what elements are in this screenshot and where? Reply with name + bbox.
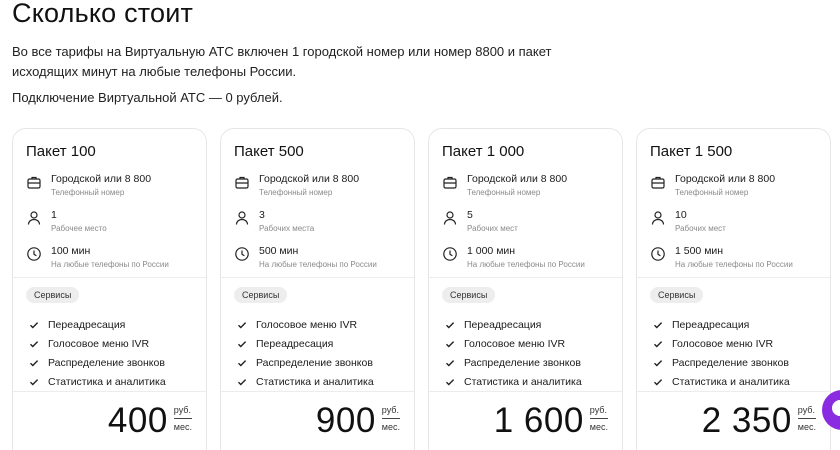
briefcase-icon <box>234 174 250 190</box>
price-period: мес. <box>173 422 192 432</box>
service-label: Статистика и аналитика <box>256 375 374 388</box>
price-currency: руб. <box>590 405 608 419</box>
services-badge: Сервисы <box>26 287 79 303</box>
feature-value: 1 <box>51 209 57 221</box>
feature-phone-number <box>234 173 359 198</box>
price-value: 1 600 <box>493 401 584 440</box>
check-icon <box>653 320 663 330</box>
service-label: Статистика и аналитика <box>48 375 166 388</box>
feature-workplaces <box>442 209 518 234</box>
feature-caption: Рабочих мест <box>675 224 726 233</box>
feature-workplaces <box>234 209 314 234</box>
feature-workplaces <box>26 209 107 234</box>
service-label: Голосовое меню IVR <box>464 337 566 350</box>
service-label: Переадресация <box>464 318 542 331</box>
service-item <box>29 334 166 353</box>
feature-value: Городской или 8 800 <box>467 173 568 185</box>
tariff-card <box>12 128 207 450</box>
service-item <box>445 372 582 391</box>
service-label: Голосовое меню IVR <box>672 337 774 350</box>
briefcase-icon <box>26 174 42 190</box>
divider <box>429 277 622 278</box>
tariff-card <box>428 128 623 450</box>
service-item <box>29 372 166 391</box>
services-list <box>445 315 582 391</box>
feature-phone-number <box>26 173 151 198</box>
feature-value: 1 500 мин <box>675 245 724 257</box>
price-currency: руб. <box>798 405 816 419</box>
feature-value: Городской или 8 800 <box>675 173 776 185</box>
feature-caption: На любые телефоны по России <box>259 260 377 269</box>
feature-caption: Телефонный номер <box>51 188 125 197</box>
service-item <box>237 334 374 353</box>
service-item <box>653 372 790 391</box>
service-label: Статистика и аналитика <box>672 375 790 388</box>
user-icon <box>26 210 42 226</box>
check-icon <box>237 320 247 330</box>
service-item <box>237 353 374 372</box>
price-unit <box>382 405 400 433</box>
feature-minutes <box>234 245 377 270</box>
services-list <box>237 315 374 391</box>
tariff-title: Пакет 1 500 <box>650 143 733 160</box>
check-icon <box>29 358 39 368</box>
feature-caption: Телефонный номер <box>675 188 749 197</box>
divider <box>637 277 830 278</box>
check-icon <box>653 377 663 387</box>
price-currency: руб. <box>174 405 192 419</box>
intro-text: Во все тарифы на Виртуальную АТС включен 1 городской номер или номер 8800 и пакет исходящих минут на любые телефоны России. <box>12 44 552 79</box>
user-icon <box>650 210 666 226</box>
check-icon <box>445 358 455 368</box>
check-icon <box>237 377 247 387</box>
briefcase-icon <box>442 174 458 190</box>
clock-icon <box>234 246 250 262</box>
user-icon <box>234 210 250 226</box>
connection-note: Подключение Виртуальной АТС — 0 рублей. <box>12 90 283 105</box>
check-icon <box>237 339 247 349</box>
check-icon <box>237 358 247 368</box>
feature-caption: Телефонный номер <box>259 188 333 197</box>
feature-phone-number <box>650 173 775 198</box>
divider <box>637 391 830 392</box>
service-item <box>653 334 790 353</box>
feature-caption: На любые телефоны по России <box>675 260 793 269</box>
divider <box>429 391 622 392</box>
service-item <box>445 334 582 353</box>
feature-workplaces <box>650 209 726 234</box>
briefcase-icon <box>650 174 666 190</box>
services-badge: Сервисы <box>234 287 287 303</box>
divider <box>13 391 206 392</box>
service-item <box>445 353 582 372</box>
service-label: Голосовое меню IVR <box>256 318 358 331</box>
service-item <box>29 353 166 372</box>
service-item <box>653 353 790 372</box>
price-value: 2 350 <box>701 401 792 440</box>
feature-value: 10 <box>675 209 687 221</box>
price-value: 400 <box>107 401 168 440</box>
price-value: 900 <box>315 401 376 440</box>
feature-caption: Рабочих мест <box>467 224 518 233</box>
feature-minutes <box>650 245 793 270</box>
price-currency: руб. <box>382 405 400 419</box>
check-icon <box>445 377 455 387</box>
divider <box>221 277 414 278</box>
price-unit <box>590 405 608 433</box>
price-period: мес. <box>797 422 816 432</box>
check-icon <box>29 377 39 387</box>
feature-caption: Телефонный номер <box>467 188 541 197</box>
divider <box>13 277 206 278</box>
service-label: Распределение звонков <box>48 356 165 369</box>
feature-value: 100 мин <box>51 245 91 257</box>
price-block <box>702 399 816 443</box>
check-icon <box>653 358 663 368</box>
service-label: Статистика и аналитика <box>464 375 582 388</box>
divider <box>221 391 414 392</box>
service-label: Голосовое меню IVR <box>48 337 150 350</box>
price-unit <box>174 405 192 433</box>
services-badge: Сервисы <box>650 287 703 303</box>
clock-icon <box>26 246 42 262</box>
check-icon <box>29 339 39 349</box>
price-block <box>316 399 400 443</box>
service-label: Переадресация <box>672 318 750 331</box>
service-label: Переадресация <box>48 318 126 331</box>
feature-caption: Рабочее место <box>51 224 107 233</box>
price-period: мес. <box>381 422 400 432</box>
page-title: Сколько стоит <box>12 0 194 28</box>
service-label: Распределение звонков <box>672 356 789 369</box>
feature-value: Городской или 8 800 <box>259 173 360 185</box>
check-icon <box>653 339 663 349</box>
service-item <box>445 315 582 334</box>
clock-icon <box>442 246 458 262</box>
feature-value: 3 <box>259 209 265 221</box>
service-item <box>29 315 166 334</box>
tariff-title: Пакет 1 000 <box>442 143 525 160</box>
service-label: Переадресация <box>256 337 334 350</box>
service-label: Распределение звонков <box>464 356 581 369</box>
services-list <box>29 315 166 391</box>
feature-phone-number <box>442 173 567 198</box>
check-icon <box>445 320 455 330</box>
feature-caption: На любые телефоны по России <box>467 260 585 269</box>
price-block <box>494 399 608 443</box>
user-icon <box>442 210 458 226</box>
price-period: мес. <box>589 422 608 432</box>
service-item <box>237 315 374 334</box>
price-unit <box>798 405 816 433</box>
feature-value: 500 мин <box>259 245 299 257</box>
price-block <box>108 399 192 443</box>
feature-minutes <box>442 245 585 270</box>
feature-caption: На любые телефоны по России <box>51 260 169 269</box>
check-icon <box>29 320 39 330</box>
feature-caption: Рабочих места <box>259 224 315 233</box>
services-badge: Сервисы <box>442 287 495 303</box>
feature-value: 5 <box>467 209 473 221</box>
service-item <box>237 372 374 391</box>
tariff-cards <box>12 128 831 450</box>
tariff-title: Пакет 500 <box>234 143 304 160</box>
tariff-title: Пакет 100 <box>26 143 96 160</box>
tariff-card <box>636 128 831 450</box>
check-icon <box>445 339 455 349</box>
feature-value: Городской или 8 800 <box>51 173 152 185</box>
feature-value: 1 000 мин <box>467 245 516 257</box>
service-item <box>653 315 790 334</box>
services-list <box>653 315 790 391</box>
service-label: Распределение звонков <box>256 356 373 369</box>
tariff-card <box>220 128 415 450</box>
feature-minutes <box>26 245 169 270</box>
clock-icon <box>650 246 666 262</box>
